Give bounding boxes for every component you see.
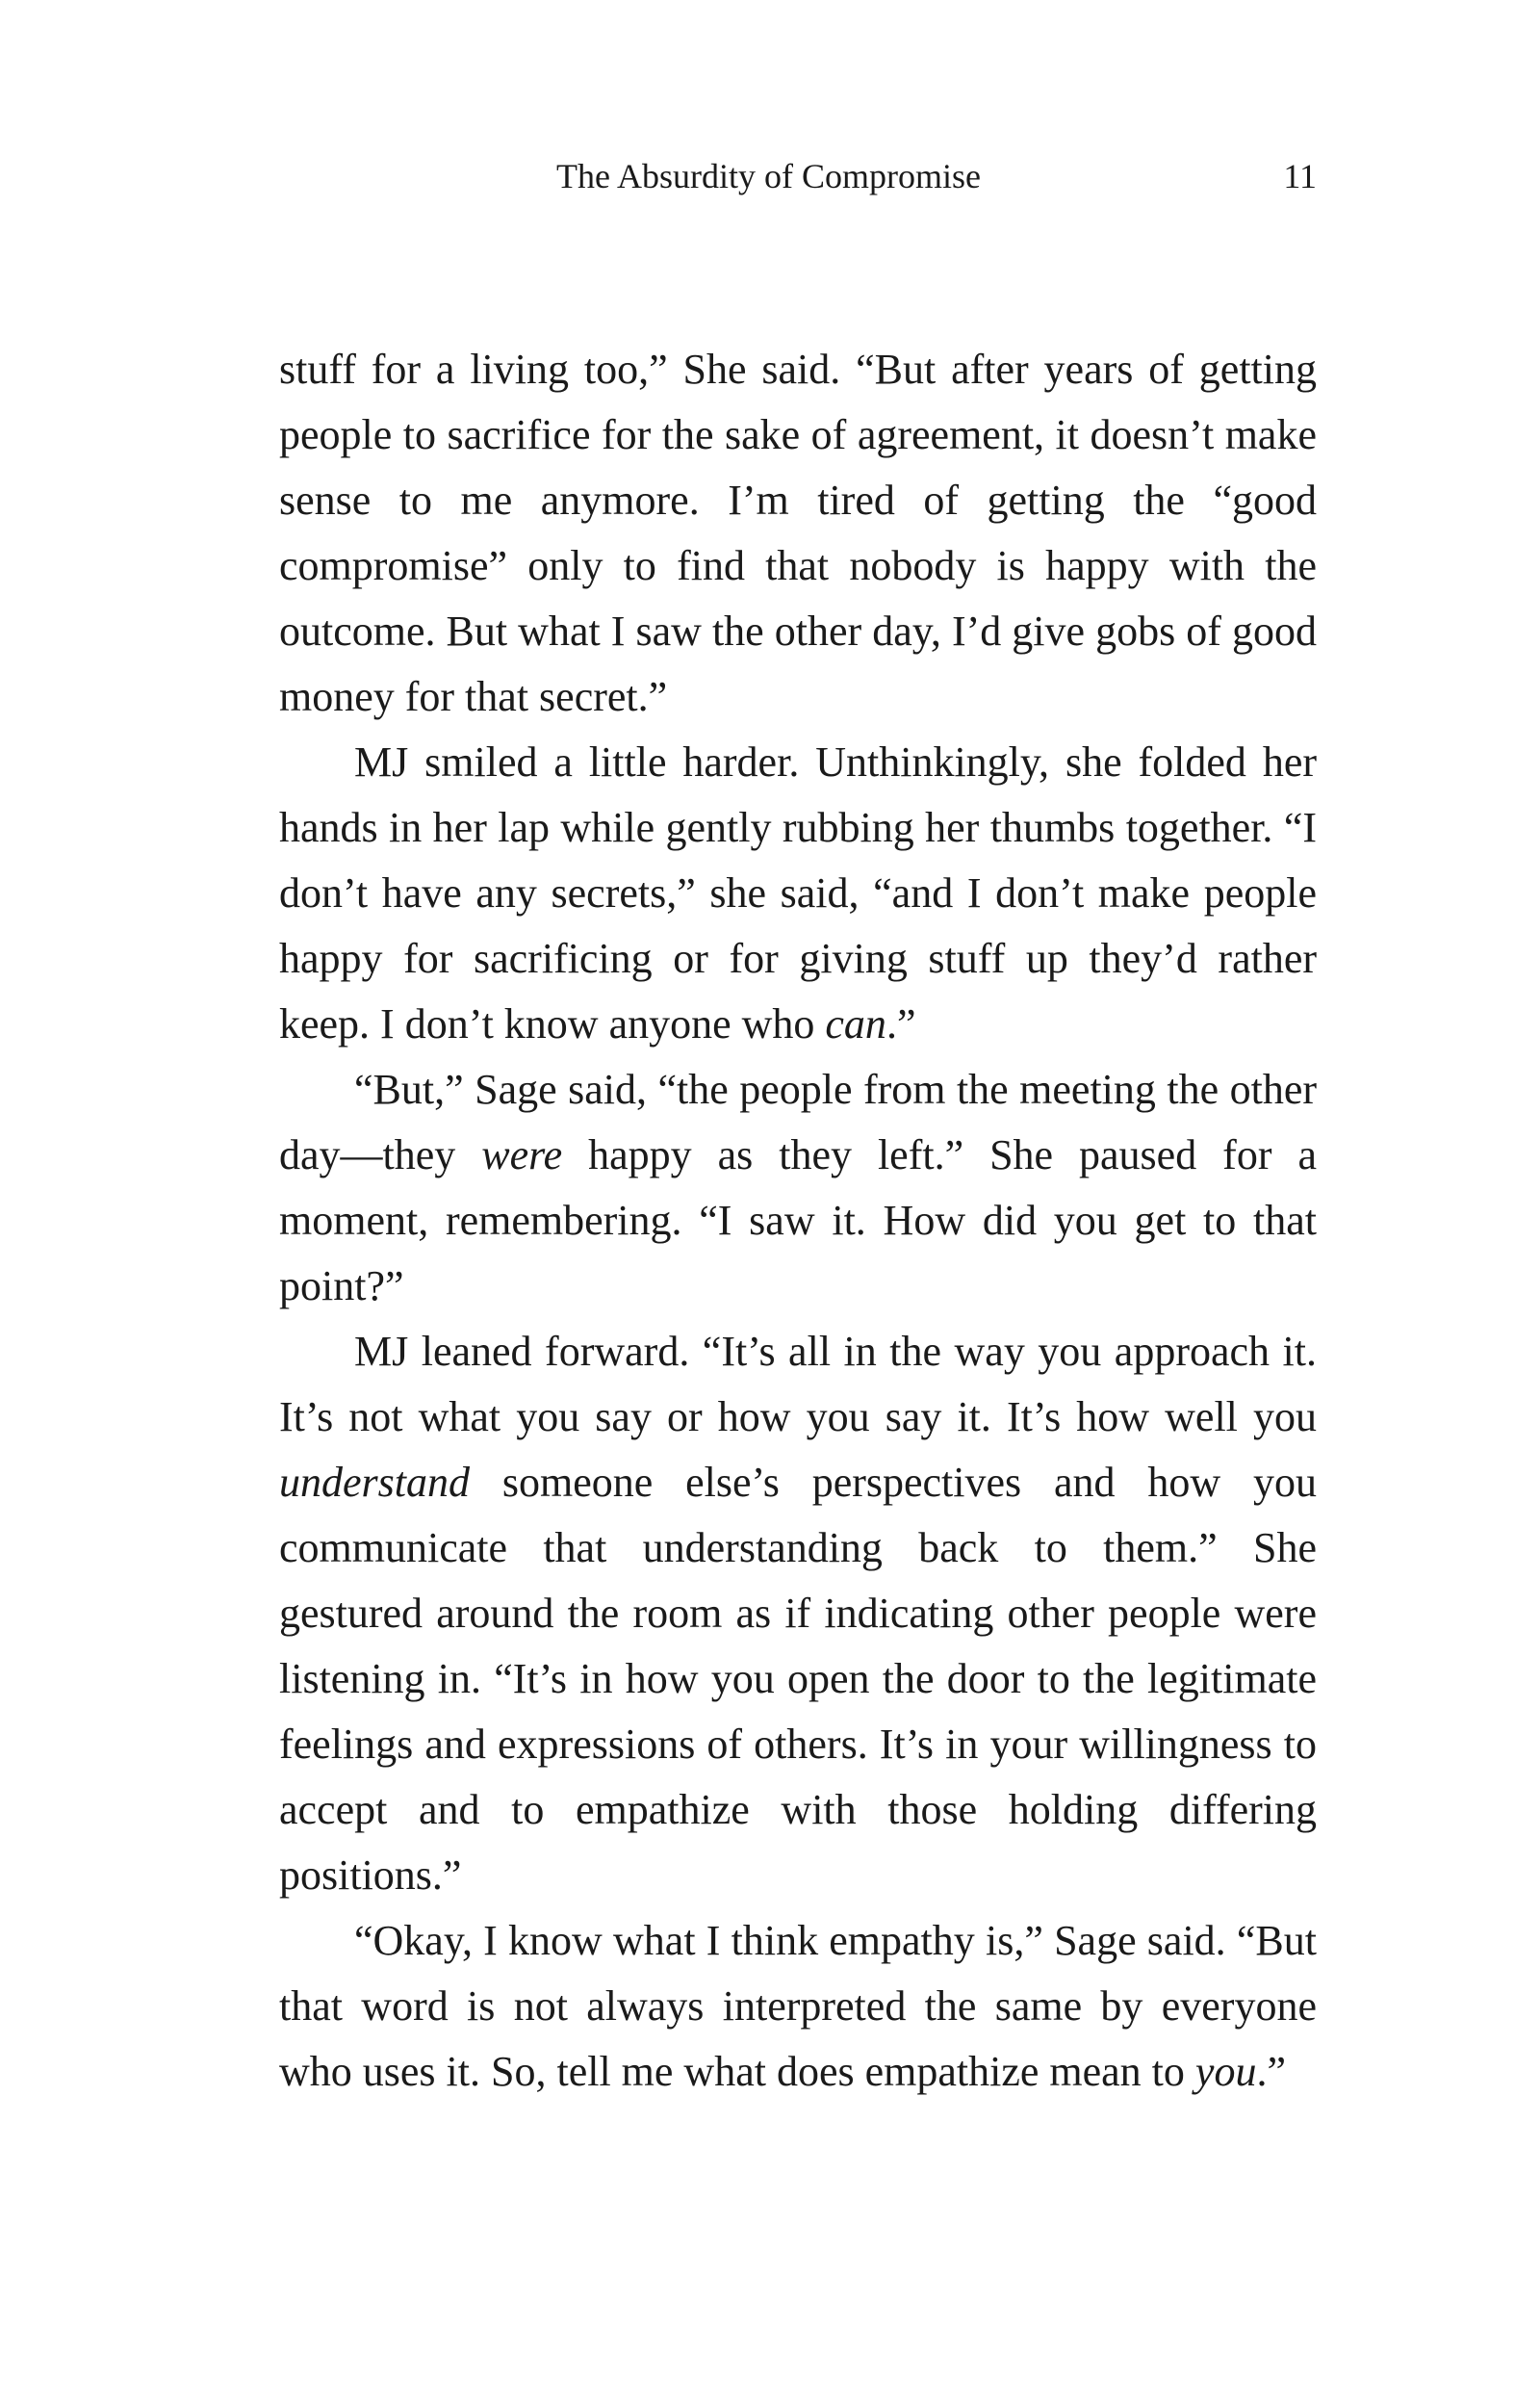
paragraph — [279, 337, 1317, 730]
text-span: happy as they left.” She paused for a moment, remembering. “I saw it. How did you get to that point?” — [279, 1131, 1317, 1309]
text-span: “But,” Sage said, “the people from the meeting the other day—they — [279, 1066, 1317, 1178]
running-title: The Absurdity of Compromise — [556, 157, 981, 195]
paragraph — [279, 730, 1317, 1057]
text-span: .” — [1256, 2048, 1286, 2095]
text-span: MJ leaned forward. “It’s all in the way you approach it. It’s not what you say or how you say it. It’s how well you — [279, 1328, 1317, 1440]
italic-emphasis: can — [825, 1000, 886, 1048]
text-span: “Okay, I know what I think empathy is,” Sage said. “But that word is not always interpreted the same by everyone who uses it. So, tell me what does empathize mean to — [279, 1917, 1317, 2095]
body-text — [279, 337, 1317, 2105]
running-head — [0, 152, 1540, 200]
text-span: .” — [886, 1000, 916, 1048]
italic-emphasis: were — [481, 1131, 563, 1178]
text-span: MJ smiled a little harder. Unthinkingly, she folded her hands in her lap while gently rubbing her thumbs together. “I don’t have any secrets,” she said, “and I don’t make people happy for sacrificing or for giving stuff up they’d rather keep. I don’t know anyone who — [279, 738, 1317, 1048]
text-span: stuff for a living too,” She said. “But after years of getting people to sacrifice for the sake of agreement, it doesn’t make sense to me anymore. I’m tired of getting the “good compromise” only to find that nobody is happy with the outcome. But what I saw the other day, I’d give gobs of good money for that secret.” — [279, 346, 1317, 720]
italic-emphasis: you — [1194, 2048, 1257, 2095]
page-number: 11 — [1283, 157, 1317, 195]
paragraph — [279, 1908, 1317, 2105]
text-span: someone else’s perspectives and how you communicate that understanding back to them.” She gestured around the room as if indicating other people were listening in. “It’s in how you open the door to the legitimate feelings and expressions of others. It’s in your willingness to accept and to empathize with those holding differing positions.” — [279, 1459, 1317, 1899]
italic-emphasis: understand — [279, 1459, 470, 1506]
paragraph — [279, 1319, 1317, 1908]
paragraph — [279, 1057, 1317, 1319]
